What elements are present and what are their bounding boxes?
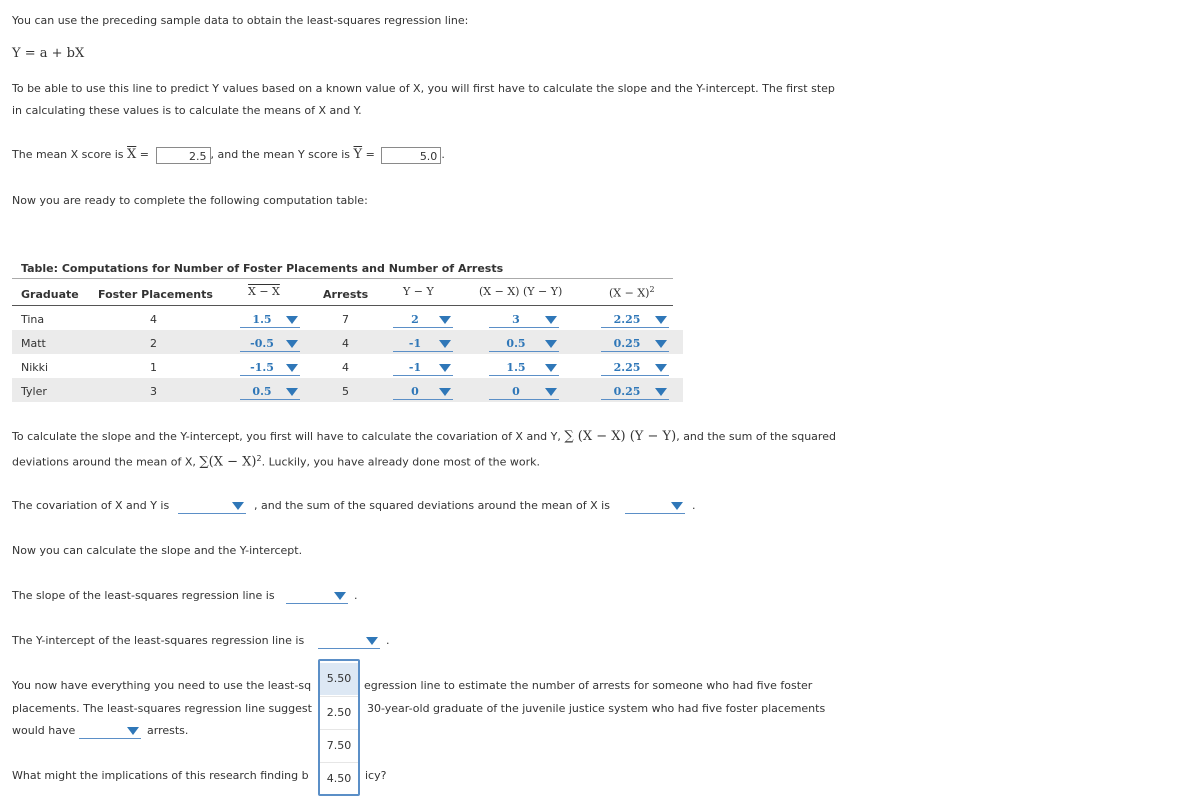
chevron-down-icon: [655, 364, 667, 372]
intercept-options-listbox[interactable]: [318, 659, 360, 796]
arrests-count: 7: [342, 313, 349, 326]
chevron-down-icon: [439, 388, 451, 396]
foster-count: 3: [150, 385, 157, 398]
chevron-down-icon: [439, 316, 451, 324]
intro-paragraph: [12, 78, 835, 122]
ss-formula: ∑(X − X): [199, 454, 257, 470]
dropdown-value: 2.25: [613, 361, 641, 374]
product-dropdown[interactable]: [489, 361, 559, 376]
intro-para-line-2: in calculating these values is to calculate the means of X and Y.: [12, 104, 362, 117]
cov-para-line-1: [12, 426, 836, 448]
covariation-paragraph: [12, 426, 836, 474]
chevron-down-icon: [127, 727, 139, 735]
graduate-name: Tina: [21, 313, 45, 326]
dropdown-value: 0.5: [506, 337, 526, 350]
chevron-down-icon: [545, 388, 557, 396]
cov-para-text-b: , and the sum of the squared: [676, 430, 836, 443]
product-dropdown[interactable]: [489, 313, 559, 328]
arrests-count: 4: [342, 361, 349, 374]
period: .: [692, 499, 696, 512]
final-line-1a: You now have everything you need to use the least-sq: [12, 679, 312, 692]
dropdown-value: 1.5: [252, 313, 272, 326]
header-squared: [609, 285, 655, 300]
dropdown-value: 0: [411, 385, 419, 398]
intro-para-line-1: To be able to use this line to predict Y values based on a known value of X, you will first have to calculate the slope and the Y-intercept. The first step: [12, 82, 835, 95]
dropdown-value: 0: [512, 385, 520, 398]
squared-dropdown[interactable]: [601, 337, 669, 352]
ydev-dropdown[interactable]: [393, 361, 453, 376]
squared-dropdown[interactable]: [601, 385, 669, 400]
final-line-3a: would have: [12, 724, 76, 737]
chevron-down-icon: [439, 340, 451, 348]
chevron-down-icon: [286, 388, 298, 396]
header-product: (X − X) (Y − Y): [479, 285, 563, 298]
dropdown-value: -1: [408, 337, 422, 350]
question-line-b: icy?: [365, 769, 387, 782]
graduate-name: Tyler: [21, 385, 47, 398]
final-line-2a: placements. The least-squares regression line suggest: [12, 702, 312, 715]
dropdown-value: 3: [512, 313, 520, 326]
cov-para-line-2: [12, 448, 836, 474]
squared-dropdown[interactable]: [601, 361, 669, 376]
ydev-dropdown[interactable]: [393, 313, 453, 328]
intercept-dropdown[interactable]: [318, 634, 380, 649]
mean-x-label: The mean X score is: [12, 148, 124, 161]
listbox-option[interactable]: 7.50: [320, 729, 358, 761]
covariation-dropdown[interactable]: [178, 499, 246, 514]
header-foster: Foster Placements: [98, 288, 213, 301]
dropdown-value: 0.25: [613, 385, 641, 398]
listbox-option[interactable]: 2.50: [320, 696, 358, 728]
graduate-name: Matt: [21, 337, 46, 350]
xdev-dropdown[interactable]: [240, 385, 300, 400]
chevron-down-icon: [334, 592, 346, 600]
table-top-rule: [12, 278, 673, 279]
chevron-down-icon: [655, 316, 667, 324]
xdev-dropdown[interactable]: [240, 337, 300, 352]
header-ydev: Y − Y: [403, 285, 434, 298]
final-line-1b: egression line to estimate the number of arrests for someone who had five foster: [364, 679, 813, 692]
chevron-down-icon: [286, 340, 298, 348]
equals-sign-2: =: [365, 148, 375, 161]
ss-line-label: , and the sum of the squared deviations around the mean of X is: [254, 499, 610, 512]
dropdown-value: -1: [408, 361, 422, 374]
slope-intro: Now you can calculate the slope and the Y-intercept.: [12, 544, 303, 557]
slope-label: The slope of the least-squares regression line is: [12, 589, 275, 602]
dropdown-value: 2: [411, 313, 419, 326]
chevron-down-icon: [545, 364, 557, 372]
foster-count: 4: [150, 313, 157, 326]
regression-formula: Y = a + bX: [12, 46, 85, 61]
x-bar-symbol: $\overline{X}$: [127, 147, 137, 162]
chevron-down-icon: [286, 316, 298, 324]
product-dropdown[interactable]: [489, 337, 559, 352]
chevron-down-icon: [286, 364, 298, 372]
header-squared-exp: 2: [649, 285, 655, 294]
header-arrests: Arrests: [323, 288, 369, 301]
foster-count: 2: [150, 337, 157, 350]
table-caption: Table: Computations for Number of Foster Placements and Number of Arrests: [21, 262, 504, 275]
chevron-down-icon: [655, 388, 667, 396]
arrests-dropdown[interactable]: [79, 724, 141, 739]
intro-line: You can use the preceding sample data to obtain the least-squares regression line:: [12, 14, 469, 27]
means-line: [12, 145, 445, 165]
mean-y-input[interactable]: 5.0: [381, 147, 441, 164]
final-line-3b: arrests.: [147, 724, 189, 737]
question-line-a: What might the implications of this research finding b: [12, 769, 309, 782]
listbox-option[interactable]: 5.50: [320, 663, 358, 695]
covariation-formula: ∑ (X − X) (Y − Y): [564, 429, 677, 444]
squared-dropdown[interactable]: [601, 313, 669, 328]
arrests-count: 4: [342, 337, 349, 350]
period: .: [386, 634, 390, 647]
foster-count: 1: [150, 361, 157, 374]
header-xdev: [248, 285, 280, 298]
chevron-down-icon: [232, 502, 244, 510]
dropdown-value: -0.5: [250, 337, 274, 350]
dropdown-value: 1.5: [506, 361, 526, 374]
chevron-down-icon: [671, 502, 683, 510]
cov-line-label: The covariation of X and Y is: [12, 499, 170, 512]
ready-text: Now you are ready to complete the following computation table:: [12, 194, 368, 207]
chevron-down-icon: [545, 316, 557, 324]
ss-dropdown[interactable]: [625, 499, 685, 514]
ydev-dropdown[interactable]: [393, 385, 453, 400]
graduate-name: Nikki: [21, 361, 49, 374]
cov-para-text-a: To calculate the slope and the Y-intercept, you first will have to calculate the covariation of X and Y,: [12, 430, 561, 443]
xdev-dropdown[interactable]: [240, 313, 300, 328]
table-header-rule: [12, 305, 673, 306]
period: .: [441, 148, 445, 161]
dropdown-value: 2.25: [613, 313, 641, 326]
chevron-down-icon: [655, 340, 667, 348]
dropdown-value: 0.5: [252, 385, 272, 398]
y-bar-symbol: $\overline{Y}$: [353, 147, 363, 162]
mean-y-label: , and the mean Y score is: [210, 148, 350, 161]
header-graduate: Graduate: [21, 288, 79, 301]
listbox-option[interactable]: 4.50: [320, 762, 358, 794]
final-line-2b: 30-year-old graduate of the juvenile justice system who had five foster placements: [367, 702, 826, 715]
period: .: [354, 589, 358, 602]
product-dropdown[interactable]: [489, 385, 559, 400]
intercept-label: The Y-intercept of the least-squares regression line is: [12, 634, 305, 647]
slope-dropdown[interactable]: [286, 589, 348, 604]
xdev-dropdown[interactable]: [240, 361, 300, 376]
header-squared-text: (X − X): [609, 286, 650, 300]
header-xdev-text: X − X: [248, 285, 280, 298]
dropdown-value: 0.25: [613, 337, 641, 350]
chevron-down-icon: [439, 364, 451, 372]
cov-para-text-c: deviations around the mean of X,: [12, 455, 196, 469]
mean-x-input[interactable]: 2.5: [156, 147, 211, 164]
equals-sign: =: [139, 148, 150, 161]
ss-formula-exp: 2: [256, 454, 262, 463]
chevron-down-icon: [366, 637, 378, 645]
ydev-dropdown[interactable]: [393, 337, 453, 352]
arrests-count: 5: [342, 385, 349, 398]
dropdown-value: -1.5: [250, 361, 274, 374]
cov-para-text-d: . Luckily, you have already done most of the work.: [261, 455, 540, 469]
chevron-down-icon: [545, 340, 557, 348]
